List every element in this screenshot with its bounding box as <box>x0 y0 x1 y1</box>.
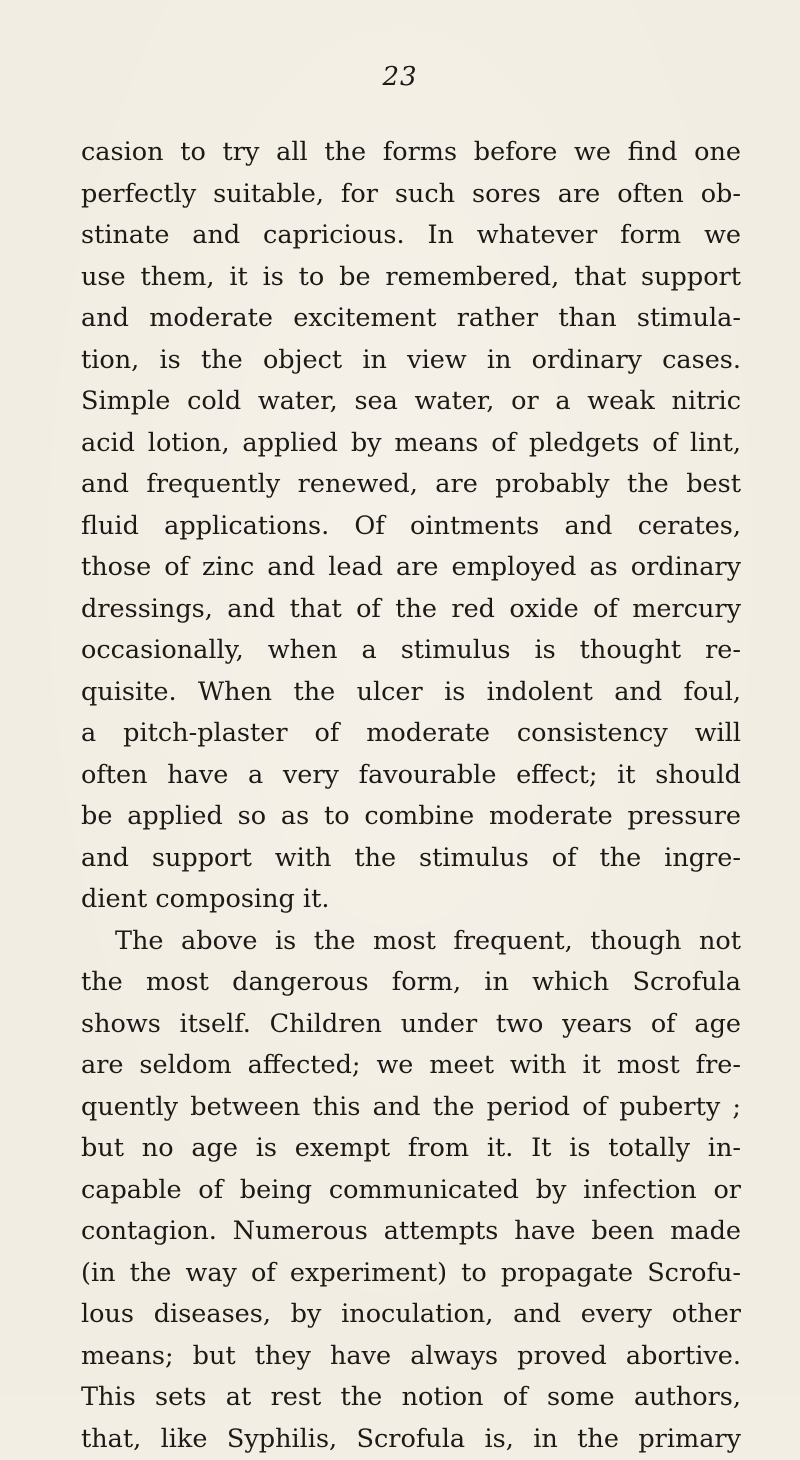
text-line: and moderate excitement rather than stimula- <box>81 298 741 340</box>
text-line: acid lotion, applied by means of pledgets of lint, <box>81 423 741 465</box>
text-line: quisite. When the ulcer is indolent and foul, <box>81 672 741 714</box>
body-text <box>81 132 741 1460</box>
text-line: fluid applications. Of ointments and cerates, <box>81 506 741 548</box>
text-line: casion to try all the forms before we find one <box>81 132 741 174</box>
text-line: but no age is exempt from it. It is totally in- <box>81 1128 741 1170</box>
text-line: quently between this and the period of puberty ; <box>81 1087 741 1129</box>
text-line: dient composing it. <box>81 879 741 921</box>
text-line: occasionally, when a stimulus is thought re- <box>81 630 741 672</box>
text-line: that, like Syphilis, Scrofula is, in the primary <box>81 1419 741 1460</box>
text-line: means; but they have always proved abortive. <box>81 1336 741 1378</box>
text-line: The above is the most frequent, though not <box>81 921 741 963</box>
text-line: the most dangerous form, in which Scrofula <box>81 962 741 1004</box>
text-line: use them, it is to be remembered, that support <box>81 257 741 299</box>
text-line: and frequently renewed, are probably the best <box>81 464 741 506</box>
text-line: tion, is the object in view in ordinary cases. <box>81 340 741 382</box>
text-line: perfectly suitable, for such sores are often ob- <box>81 174 741 216</box>
text-line: a pitch-plaster of moderate consistency will <box>81 713 741 755</box>
text-line: those of zinc and lead are employed as ordinary <box>81 547 741 589</box>
text-line: shows itself. Children under two years of age <box>81 1004 741 1046</box>
text-line: dressings, and that of the red oxide of mercury <box>81 589 741 631</box>
page-number: 23 <box>0 62 800 92</box>
text-line: be applied so as to combine moderate pressure <box>81 796 741 838</box>
text-line: Simple cold water, sea water, or a weak nitric <box>81 381 741 423</box>
text-line: are seldom affected; we meet with it most fre- <box>81 1045 741 1087</box>
text-line: This sets at rest the notion of some authors, <box>81 1377 741 1419</box>
text-line: contagion. Numerous attempts have been made <box>81 1211 741 1253</box>
text-line: and support with the stimulus of the ingre- <box>81 838 741 880</box>
text-line: lous diseases, by inoculation, and every other <box>81 1294 741 1336</box>
text-line: often have a very favourable effect; it should <box>81 755 741 797</box>
text-line: capable of being communicated by infection or <box>81 1170 741 1212</box>
text-line: (in the way of experiment) to propagate Scrofu- <box>81 1253 741 1295</box>
text-line: stinate and capricious. In whatever form we <box>81 215 741 257</box>
